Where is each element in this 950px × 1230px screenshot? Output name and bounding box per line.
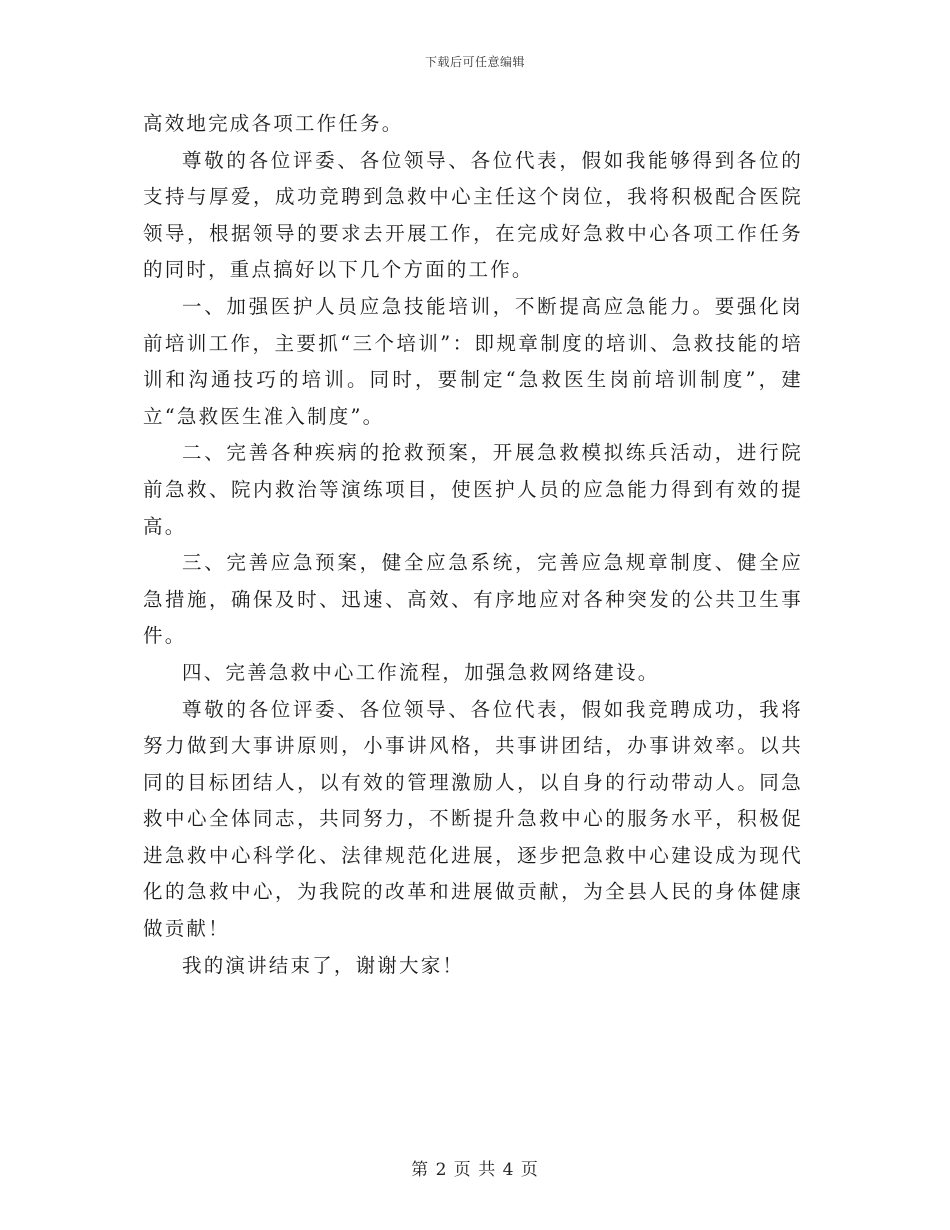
- paragraph-closing: 我的演讲结束了，谢谢大家！: [182, 953, 465, 977]
- footer-suffix: 页: [520, 1160, 539, 1180]
- footer-total-pages: 4: [502, 1160, 515, 1180]
- footer-page-number: 2: [435, 1160, 448, 1180]
- footer-middle: 页 共: [453, 1160, 497, 1180]
- paragraph-pledge: 尊敬的各位评委、各位领导、各位代表，假如我竞聘成功，我将努力做到大事讲原则，小事讲风格，共事讲团结，办事讲效率。以共同的目标团结人，以有效的管理激励人，以自身的行动带动人。同急救中心全体同志，共同努力，不断提升急救中心的服务水平，积极促进急救中心科学化、法律规范化进展，逐步把急救中心建设成为现代化的急救中心，为我院的改革和进展做贡献，为全县人民的身体健康做贡献！: [143, 697, 803, 941]
- paragraph-point-2: 二、完善各种疾病的抢救预案，开展急救模拟练兵活动，进行院前急救、院内救治等演练项目，使医护人员的应急能力得到有效的提高。: [143, 441, 803, 538]
- document-body: [143, 106, 803, 984]
- paragraph-continuation: 高效地完成各项工作任务。: [143, 112, 404, 135]
- page-footer: [0, 1155, 950, 1180]
- paragraph-point-1: 一、加强医护人员应急技能培训，不断提高应急能力。要强化岗前培训工作，主要抓“三个培训”：即规章制度的培训、急救技能的培训和沟通技巧的培训。同时，要制定“急救医生岗前培训制度”，建立“急救医生准入制度”。: [143, 294, 803, 428]
- paragraph-point-3: 三、完善应急预案，健全应急系统，完善应急规章制度、健全应急措施，确保及时、迅速、高效、有序地应对各种突发的公共卫生事件。: [143, 551, 803, 648]
- page-header-note: 下载后可任意编辑: [424, 55, 525, 69]
- footer-prefix: 第: [411, 1160, 430, 1180]
- paragraph-intro: 尊敬的各位评委、各位领导、各位代表，假如我能够得到各位的支持与厚爱，成功竞聘到急救中心主任这个岗位，我将积极配合医院领导，根据领导的要求去开展工作，在完成好急救中心各项工作任务的同时，重点搞好以下几个方面的工作。: [143, 148, 803, 282]
- paragraph-point-4: 四、完善急救中心工作流程，加强急救网络建设。: [182, 660, 660, 684]
